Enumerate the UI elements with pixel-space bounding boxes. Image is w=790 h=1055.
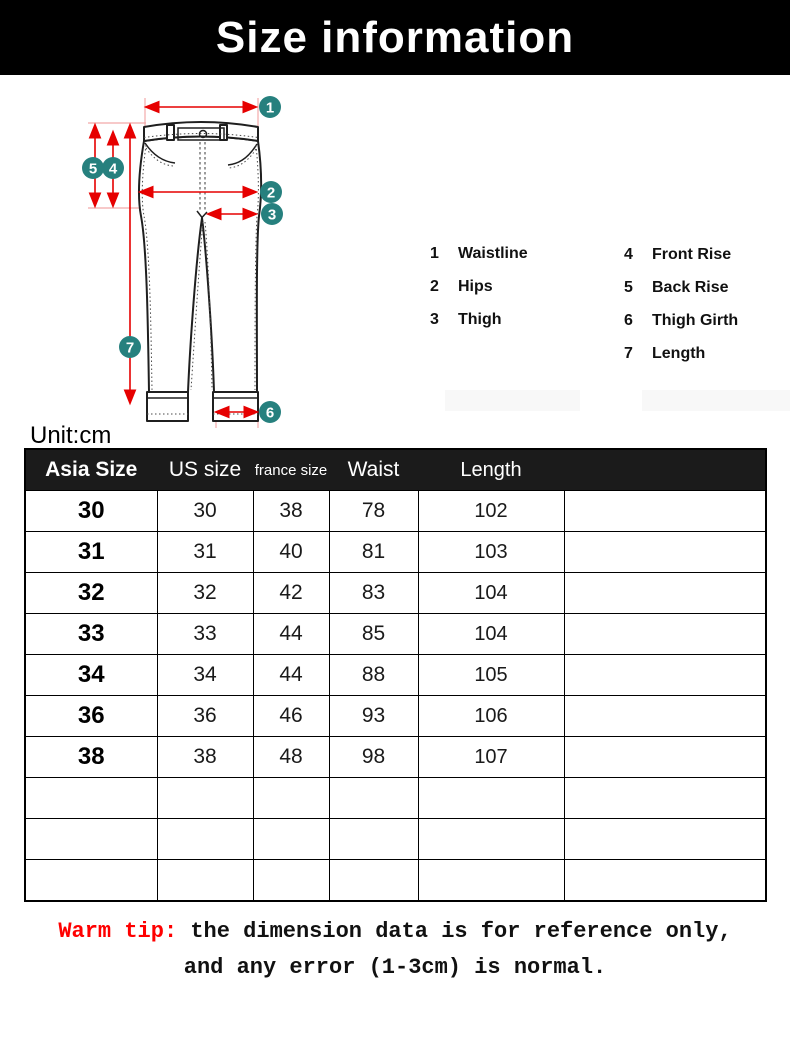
table-cell: [418, 819, 564, 860]
legend-left-column: [430, 237, 528, 336]
table-cell: [253, 778, 329, 819]
table-cell: [253, 860, 329, 902]
table-row: [25, 655, 766, 696]
table-cell: 42: [253, 573, 329, 614]
table-cell: 44: [253, 655, 329, 696]
table-cell: 85: [329, 614, 418, 655]
legend-right-column: [624, 238, 738, 370]
size-table-header: [25, 449, 766, 491]
unit-label: Unit:cm: [30, 422, 112, 449]
table-cell: 40: [253, 532, 329, 573]
column-header-us-size: US size: [157, 449, 253, 491]
table-cell: 106: [418, 696, 564, 737]
warm-tip-line2: and any error (1-3cm) is normal.: [183, 955, 607, 980]
table-row: [25, 860, 766, 902]
table-cell: 36: [157, 696, 253, 737]
legend-item-front-rise: 4 Front Rise: [624, 245, 732, 263]
table-cell: [25, 860, 157, 902]
table-row: [25, 737, 766, 778]
svg-text:6: 6: [265, 404, 275, 422]
warm-tip-prefix: Warm tip:: [58, 919, 178, 944]
table-cell: [329, 819, 418, 860]
table-cell: 33: [157, 614, 253, 655]
legend-item-hips: 2 Hips: [430, 277, 493, 295]
table-cell: 32: [157, 573, 253, 614]
table-cell: [157, 860, 253, 902]
table-cell: [418, 860, 564, 902]
legend-item-length: 7 Length: [624, 344, 706, 362]
svg-text:7: 7: [125, 339, 135, 357]
table-cell: 31: [157, 532, 253, 573]
table-cell: [564, 860, 766, 902]
table-cell: 98: [329, 737, 418, 778]
table-cell: 88: [329, 655, 418, 696]
table-cell: [418, 778, 564, 819]
table-cell: 46: [253, 696, 329, 737]
svg-text:2: 2: [266, 184, 276, 202]
table-cell: [329, 778, 418, 819]
table-cell: [564, 491, 766, 532]
table-row: [25, 696, 766, 737]
table-cell: [564, 737, 766, 778]
table-row: [25, 532, 766, 573]
table-cell: 38: [253, 491, 329, 532]
svg-text:3: 3: [267, 206, 277, 224]
table-cell: [564, 655, 766, 696]
legend-item-back-rise: 5 Back Rise: [624, 278, 729, 296]
table-cell: 107: [418, 737, 564, 778]
table-cell: 30: [25, 491, 157, 532]
table-cell: [25, 819, 157, 860]
table-cell: 44: [253, 614, 329, 655]
table-cell: [564, 614, 766, 655]
column-header-asia-size: Asia Size: [25, 449, 157, 491]
pants-outline: [139, 122, 261, 421]
table-cell: [564, 573, 766, 614]
svg-text:1: 1: [265, 99, 275, 117]
table-cell: [329, 860, 418, 902]
column-header-waist: Waist: [329, 449, 418, 491]
table-cell: 34: [25, 655, 157, 696]
table-cell: 38: [25, 737, 157, 778]
table-cell: [564, 532, 766, 573]
background-artifact: [445, 390, 580, 411]
table-cell: 38: [157, 737, 253, 778]
size-table-body: [25, 491, 766, 902]
table-cell: 103: [418, 532, 564, 573]
column-header-length: Length: [418, 449, 564, 491]
svg-text:5: 5: [88, 160, 98, 178]
table-cell: [253, 819, 329, 860]
table-cell: 34: [157, 655, 253, 696]
size-table: [24, 448, 767, 902]
table-cell: 32: [25, 573, 157, 614]
table-cell: 36: [25, 696, 157, 737]
legend-item-waistline: 1 Waistline: [430, 244, 528, 262]
table-cell: 48: [253, 737, 329, 778]
table-cell: 78: [329, 491, 418, 532]
table-row: [25, 573, 766, 614]
table-cell: 104: [418, 573, 564, 614]
table-cell: [25, 778, 157, 819]
table-cell: [564, 778, 766, 819]
page-title: Size information: [215, 12, 575, 62]
table-row: [25, 614, 766, 655]
pants-measurement-diagram: [75, 90, 290, 435]
table-cell: [564, 819, 766, 860]
table-row: [25, 491, 766, 532]
table-cell: 31: [25, 532, 157, 573]
table-cell: 81: [329, 532, 418, 573]
banner: [0, 0, 790, 75]
legend-item-thigh-girth: 6 Thigh Girth: [624, 311, 739, 329]
table-cell: [564, 696, 766, 737]
table-cell: 102: [418, 491, 564, 532]
table-cell: 104: [418, 614, 564, 655]
table-cell: 33: [25, 614, 157, 655]
table-cell: 83: [329, 573, 418, 614]
column-header-france-size: france size: [253, 449, 329, 491]
table-cell: 30: [157, 491, 253, 532]
warm-tip: [0, 914, 790, 986]
table-cell: [157, 778, 253, 819]
header-row: [25, 449, 766, 491]
legend-item-thigh: 3 Thigh: [430, 310, 502, 328]
table-row: [25, 819, 766, 860]
table-cell: [157, 819, 253, 860]
warm-tip-line1: Warm tip: the dimension data is for reference only,: [58, 919, 732, 944]
table-cell: 93: [329, 696, 418, 737]
table-cell: 105: [418, 655, 564, 696]
svg-text:4: 4: [108, 160, 118, 178]
table-row: [25, 778, 766, 819]
background-artifact: [642, 390, 790, 411]
column-header-empty: [564, 449, 766, 491]
